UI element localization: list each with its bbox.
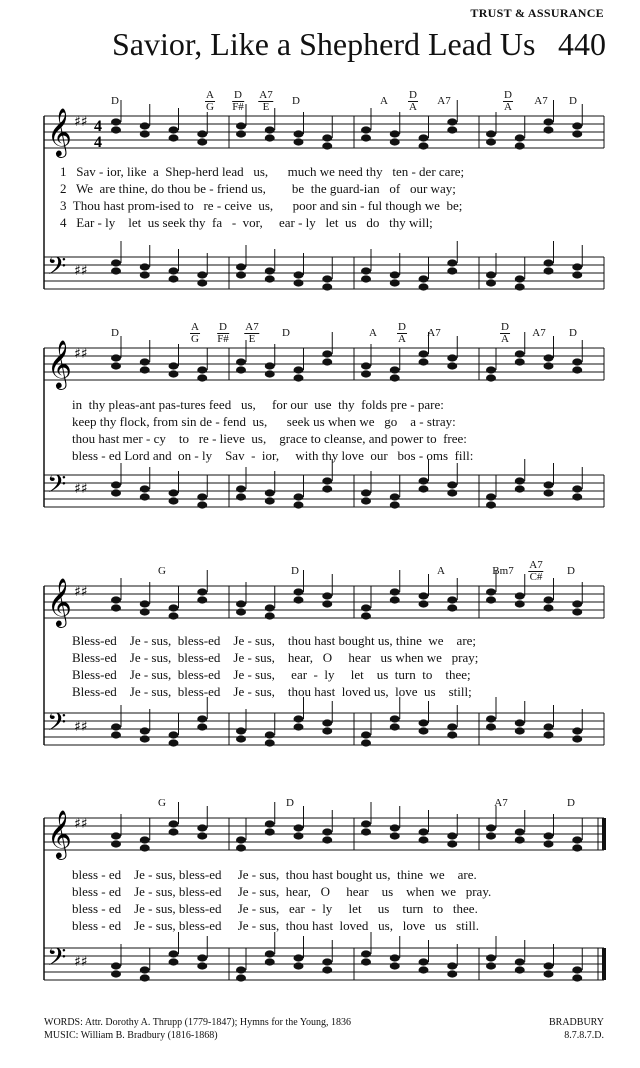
chord-symbol: D	[282, 327, 290, 339]
chord-bass: G	[191, 333, 199, 345]
chord-symbol: D	[111, 95, 119, 107]
chord-bass: C#	[529, 571, 543, 583]
chord-bass: E	[248, 333, 256, 345]
key-signature: ♯♯	[74, 719, 88, 735]
note-head	[419, 836, 429, 843]
verse-line-1: 1 Sav - ior, like a Shep-herd lead us, much we need thy ten - der care;	[60, 164, 465, 179]
note-head	[544, 962, 554, 969]
note-head	[140, 966, 150, 973]
note-head	[169, 958, 179, 965]
note-head	[361, 950, 371, 957]
note-head	[294, 962, 304, 969]
note-head	[265, 958, 275, 965]
music-credit: MUSIC: William B. Bradbury (1816-1868)	[44, 1030, 218, 1041]
note-head	[197, 962, 207, 969]
verse-line-4: bless - ed Lord and on - ly Sav - ior, with thy love our bos - oms fill:	[72, 448, 474, 463]
note-head	[111, 970, 121, 977]
verse-line-4: bless - ed Je - sus, bless-ed Je - sus, thou hast loved us, love us still.	[72, 918, 479, 933]
note-head	[361, 820, 371, 827]
verse-line-4: Bless-ed Je - sus, bless-ed Je - sus, thou hast loved us, love us still;	[72, 684, 472, 699]
note-head	[544, 832, 554, 839]
verse-line-1: in thy pleas-ant pas-tures feed us, for our use thy folds pre - pare:	[72, 397, 444, 412]
treble-clef: 𝄞	[47, 577, 72, 626]
note-head	[294, 954, 304, 961]
chord-bass: G	[206, 101, 214, 113]
note-head	[111, 832, 121, 839]
note-head	[390, 824, 400, 831]
chord-bass: A	[398, 333, 406, 345]
chord-symbol: A7	[427, 327, 441, 339]
time-signature: 4	[94, 134, 102, 151]
verse-line-3: bless - ed Je - sus, bless-ed Je - sus, ear - ly let us turn to thee.	[72, 901, 478, 916]
meter: 8.7.8.7.D.	[564, 1030, 604, 1041]
bass-clef: 𝄢	[47, 252, 67, 287]
note-head	[572, 844, 582, 851]
chord-top: D	[398, 321, 406, 333]
note-head	[486, 962, 496, 969]
key-signature: ♯♯	[74, 816, 88, 832]
key-signature: ♯♯	[74, 346, 88, 362]
note-head	[169, 820, 179, 827]
chord-top: D	[219, 321, 227, 333]
key-signature: ♯♯	[74, 954, 88, 970]
note-head	[419, 966, 429, 973]
bass-clef: 𝄢	[47, 470, 67, 505]
chord-symbol: Bm7	[492, 565, 514, 577]
note-head	[197, 954, 207, 961]
note-head	[486, 954, 496, 961]
note-head	[265, 820, 275, 827]
verse-line-3: 3 Thou hast prom-ised to re - ceive us, poor and sin - ful though we be;	[60, 198, 463, 213]
note-head	[169, 950, 179, 957]
chord-symbol: D	[111, 327, 119, 339]
note-head	[486, 832, 496, 839]
note-head	[447, 840, 457, 847]
note-head	[265, 828, 275, 835]
verse-line-1: Bless-ed Je - sus, bless-ed Je - sus, thou hast bought us, thine we are;	[72, 633, 477, 648]
note-head	[322, 828, 332, 835]
note-head	[419, 958, 429, 965]
hymn-number: 440	[558, 26, 606, 62]
key-signature: ♯♯	[74, 114, 88, 130]
note-head	[390, 954, 400, 961]
chord-symbol: D	[286, 797, 294, 809]
note-head	[236, 966, 246, 973]
note-head	[140, 836, 150, 843]
key-signature: ♯♯	[74, 263, 88, 279]
note-head	[572, 966, 582, 973]
chord-symbol: D	[569, 95, 577, 107]
chord-top: A7	[245, 321, 259, 333]
tune-name: BRADBURY	[548, 1017, 604, 1028]
verse-line-1: bless - ed Je - sus, bless-ed Je - sus, thou hast bought us, thine we are.	[72, 867, 477, 882]
chord-symbol: A	[437, 565, 445, 577]
hymn-title: Savior, Like a Shepherd Lead Us	[112, 26, 536, 62]
note-head	[236, 836, 246, 843]
note-head	[294, 832, 304, 839]
time-signature: 4	[94, 118, 102, 135]
chord-symbol: A	[369, 327, 377, 339]
chord-bass: A	[501, 333, 509, 345]
chord-top: A7	[529, 559, 543, 571]
chord-top: D	[501, 321, 509, 333]
note-head	[515, 966, 525, 973]
note-head	[544, 970, 554, 977]
note-head	[361, 958, 371, 965]
chord-symbol: D	[292, 95, 300, 107]
credits-right	[549, 1016, 604, 1042]
key-signature: ♯♯	[74, 481, 88, 497]
note-head	[197, 824, 207, 831]
chord-symbol: G	[158, 565, 166, 577]
note-head	[322, 966, 332, 973]
chord-symbol: D	[567, 565, 575, 577]
note-head	[294, 824, 304, 831]
chord-top: A	[191, 321, 199, 333]
treble-clef: 𝄞	[47, 339, 72, 388]
chord-symbol: G	[158, 797, 166, 809]
chord-symbol: A7	[534, 95, 548, 107]
note-head	[447, 962, 457, 969]
note-head	[572, 974, 582, 981]
chord-symbol: D	[567, 797, 575, 809]
note-head	[197, 832, 207, 839]
chord-symbol: A7	[494, 797, 508, 809]
chord-bass: A	[409, 101, 417, 113]
note-head	[361, 828, 371, 835]
key-signature: ♯♯	[74, 584, 88, 600]
chord-symbol: D	[569, 327, 577, 339]
chord-top: A7	[259, 89, 273, 101]
chord-top: D	[409, 89, 417, 101]
note-head	[111, 840, 121, 847]
words-credit: WORDS: Attr. Dorothy A. Thrupp (1779-1847); Hymns for the Young, 1836	[44, 1017, 352, 1028]
note-head	[265, 950, 275, 957]
verse-line-2: 2 We are thine, do thou be - friend us, be the guard-ian of our way;	[60, 181, 456, 196]
note-head	[515, 828, 525, 835]
note-head	[544, 840, 554, 847]
note-head	[390, 832, 400, 839]
note-head	[322, 958, 332, 965]
verse-line-4: 4 Ear - ly let us seek thy fa - vor, ear - ly let us do thy will;	[60, 215, 433, 230]
chord-bass: F#	[217, 333, 229, 345]
note-head	[140, 974, 150, 981]
bass-clef: 𝄢	[47, 943, 67, 978]
chord-top: D	[504, 89, 512, 101]
verse-line-3: Bless-ed Je - sus, bless-ed Je - sus, ear - ly let us turn to thee;	[72, 667, 471, 682]
verse-line-2: keep thy flock, from sin de - fend us, seek us when we go a - stray:	[72, 414, 456, 429]
chord-symbol: A7	[437, 95, 451, 107]
note-head	[486, 824, 496, 831]
chord-bass: E	[262, 101, 270, 113]
verse-line-3: thou hast mer - cy to re - lieve us, grace to cleanse, and power to free:	[72, 431, 467, 446]
note-head	[236, 974, 246, 981]
verse-line-2: bless - ed Je - sus, bless-ed Je - sus, hear, O hear us when we pray.	[72, 884, 492, 899]
note-head	[390, 962, 400, 969]
note-head	[322, 836, 332, 843]
note-head	[572, 836, 582, 843]
treble-clef: 𝄞	[47, 809, 72, 858]
verse-line-2: Bless-ed Je - sus, bless-ed Je - sus, hear, O hear us when we pray;	[72, 650, 479, 665]
note-head	[447, 970, 457, 977]
note-head	[515, 958, 525, 965]
chord-symbol: A	[380, 95, 388, 107]
note-head	[447, 832, 457, 839]
chord-top: A	[206, 89, 214, 101]
chord-bass: F#	[232, 101, 244, 113]
note-head	[419, 828, 429, 835]
chord-symbol: D	[291, 565, 299, 577]
note-head	[236, 844, 246, 851]
note-head	[169, 828, 179, 835]
treble-clef: 𝄞	[47, 107, 72, 156]
credits-left	[44, 1016, 351, 1042]
note-head	[140, 844, 150, 851]
bass-clef: 𝄢	[47, 708, 67, 743]
note-head	[111, 962, 121, 969]
note-head	[515, 836, 525, 843]
chord-symbol: A7	[532, 327, 546, 339]
chord-top: D	[234, 89, 242, 101]
chord-bass: A	[504, 101, 512, 113]
section-label: TRUST & ASSURANCE	[470, 6, 604, 20]
